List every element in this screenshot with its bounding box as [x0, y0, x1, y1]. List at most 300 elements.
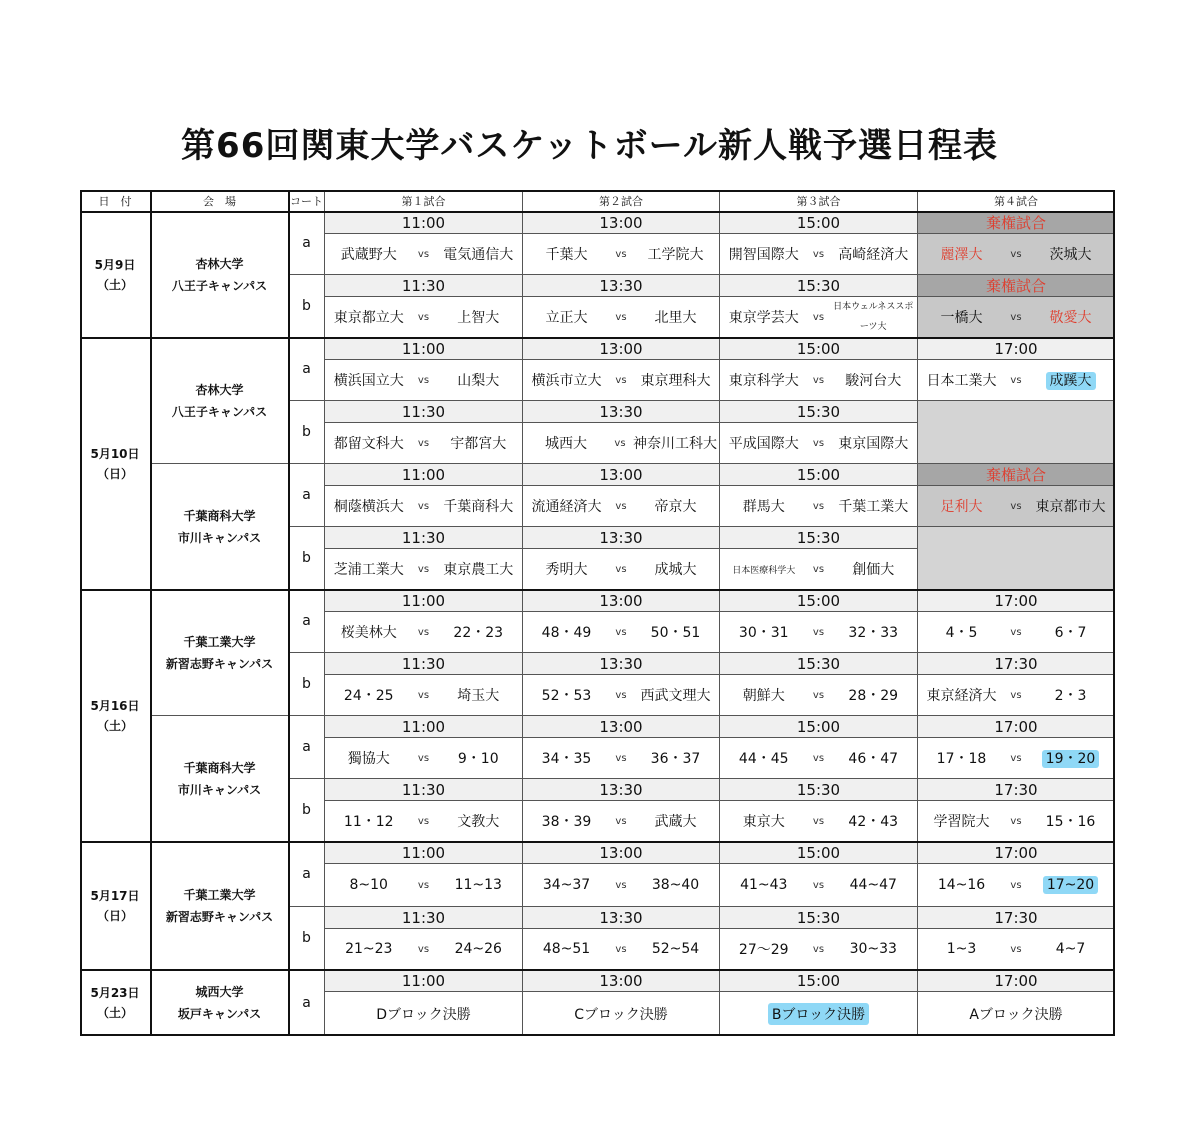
team-away-name: 17~20: [1043, 876, 1098, 894]
team-away: [437, 877, 521, 893]
team-home: 14~16: [937, 877, 986, 893]
final-match: [523, 992, 720, 1036]
team-away: [437, 748, 521, 768]
team-away: [832, 877, 916, 893]
match-cell: [720, 801, 918, 842]
vs-label: vs: [417, 500, 430, 512]
team-away: [437, 370, 521, 390]
team-away: [634, 941, 717, 957]
vs-label: vs: [812, 752, 825, 764]
date-cell: [80, 338, 151, 590]
time-slot: 17:30: [918, 907, 1115, 929]
team-away: [832, 941, 916, 957]
team-home: 30・31: [738, 625, 789, 641]
match-cell: [720, 486, 918, 527]
team-away-name: 東京農工大: [443, 562, 514, 578]
team-home: 38・39: [541, 814, 592, 830]
team-home: 立正大: [545, 310, 588, 326]
team-away-name: 文教大: [457, 814, 500, 830]
vs-label: vs: [417, 689, 430, 701]
time-slot: 15:00: [720, 338, 918, 360]
team-home: 52・53: [541, 688, 592, 704]
time-slot: 11:00: [325, 842, 523, 864]
team-away: [633, 433, 717, 453]
court-cell: a: [289, 590, 325, 653]
date-cell: [80, 842, 151, 970]
column-divider: [150, 190, 152, 1036]
team-away-name: 上智大: [457, 310, 500, 326]
time-slot: 11:30: [325, 527, 523, 549]
team-home: 平成国際大: [728, 436, 799, 452]
venue-name: 千葉工業大学: [183, 887, 256, 902]
team-away: [1029, 941, 1112, 957]
team-home: 千葉大: [545, 247, 588, 263]
team-home: 41~43: [740, 877, 788, 893]
team-away: [634, 877, 717, 893]
match-cell: [918, 864, 1115, 907]
team-away: [634, 685, 717, 705]
team-away-name: 駿河台大: [845, 373, 902, 389]
team-away: [1029, 622, 1112, 642]
venue-cell: [151, 590, 289, 716]
vs-label: vs: [812, 943, 825, 955]
vs-label: vs: [615, 374, 627, 386]
team-home: 学習院大: [933, 814, 990, 830]
venue-campus: 新習志野キャンパス: [165, 909, 274, 924]
time-slot: 11:30: [325, 779, 523, 801]
team-home: 桜美林大: [340, 625, 397, 641]
team-away: [634, 370, 717, 390]
match-cell: [325, 549, 523, 590]
vs-label: vs: [1010, 943, 1022, 955]
match-cell: [720, 612, 918, 653]
team-away-name: 成蹊大: [1046, 372, 1096, 390]
team-away: [832, 370, 916, 390]
header-date: 日 付: [80, 190, 151, 212]
final-match: [720, 992, 918, 1036]
match-cell: [523, 360, 720, 401]
vs-label: vs: [615, 943, 627, 955]
day-divider: [80, 969, 1115, 971]
team-away-name: 電気通信大: [443, 247, 514, 263]
team-away: [832, 622, 916, 642]
team-home: 足利大: [940, 499, 983, 515]
venue-cell: [151, 970, 289, 1036]
time-slot: 17:00: [918, 970, 1115, 992]
match-cell: [325, 612, 523, 653]
team-away: [1029, 370, 1112, 390]
match-cell: [918, 929, 1115, 970]
team-away-name: 成城大: [654, 562, 697, 578]
time-slot: 15:00: [720, 842, 918, 864]
court-cell: b: [289, 653, 325, 716]
team-home: 麗澤大: [940, 247, 983, 263]
vs-label: vs: [417, 879, 430, 891]
match-cell: [720, 675, 918, 716]
vs-label: vs: [1010, 626, 1022, 638]
time-slot: 13:00: [523, 716, 720, 738]
match-cell: [325, 423, 523, 464]
team-away-name: 22・23: [453, 625, 504, 641]
match-cell: [325, 297, 523, 338]
team-home: 48~51: [542, 941, 591, 957]
header-game-2: 第２試合: [523, 190, 720, 212]
forfeit-label: 棄権試合: [918, 464, 1115, 486]
match-cell: [918, 612, 1115, 653]
venue-name: 城西大学: [195, 984, 244, 999]
header-venue: 会 場: [151, 190, 289, 212]
team-home: 横浜国立大: [333, 373, 404, 389]
final-match: [325, 992, 523, 1036]
vs-label: vs: [812, 689, 825, 701]
header-game-4: 第４試合: [918, 190, 1115, 212]
time-slot: 11:30: [325, 401, 523, 423]
team-away-name: 38~40: [651, 877, 700, 893]
team-away-name: 46・47: [848, 751, 899, 767]
team-away: [437, 433, 521, 453]
team-away-name: 高崎経済大: [838, 247, 909, 263]
team-away: [634, 244, 717, 264]
match-cell: [720, 738, 918, 779]
team-away-name: 日本ウェルネススポーツ大: [833, 302, 914, 332]
court-cell: b: [289, 527, 325, 590]
day-divider: [80, 211, 1115, 213]
team-home: 群馬大: [742, 499, 785, 515]
venue-name: 杏林大学: [195, 382, 244, 397]
time-slot: 15:30: [720, 653, 918, 675]
team-away-name: 東京都市大: [1035, 499, 1106, 515]
final-label: Dブロック決勝: [376, 1006, 471, 1023]
team-away: [437, 941, 521, 957]
match-cell: [720, 423, 918, 464]
team-away: [437, 811, 521, 831]
time-slot: 11:00: [325, 338, 523, 360]
team-home: 東京都立大: [333, 310, 404, 326]
team-home: 東京科学大: [728, 373, 799, 389]
match-cell: [325, 738, 523, 779]
time-slot: 11:30: [325, 653, 523, 675]
team-away-name: 敬愛大: [1049, 310, 1092, 326]
vs-label: vs: [417, 943, 430, 955]
venue-cell: [151, 212, 289, 338]
match-cell: [523, 423, 720, 464]
vs-label: vs: [417, 815, 430, 827]
venue-name: 千葉工業大学: [183, 634, 256, 649]
team-away: [832, 297, 916, 337]
vs-label: vs: [1010, 248, 1022, 260]
time-slot: 11:00: [325, 590, 523, 612]
team-away: [437, 559, 521, 579]
team-away: [437, 496, 521, 516]
venue-cell: [151, 716, 289, 842]
team-away-name: 北里大: [654, 310, 697, 326]
date-label: 5月17日: [90, 888, 140, 903]
team-away-name: 42・43: [848, 814, 899, 830]
vs-label: vs: [812, 815, 825, 827]
vs-label: vs: [417, 437, 430, 449]
venue-name: 千葉商科大学: [183, 760, 256, 775]
match-cell: [720, 360, 918, 401]
match-cell: [523, 486, 720, 527]
match-cell: [720, 234, 918, 275]
team-away-name: 工学院大: [647, 247, 704, 263]
day-divider: [80, 337, 1115, 339]
time-slot: 15:30: [720, 527, 918, 549]
date-cell: [80, 590, 151, 842]
court-cell: a: [289, 212, 325, 275]
team-away: [634, 811, 717, 831]
time-slot: 13:30: [523, 653, 720, 675]
team-away-name: 茨城大: [1049, 247, 1092, 263]
final-label: Bブロック決勝: [768, 1003, 869, 1025]
team-home: 流通経済大: [531, 499, 602, 515]
match-cell: [720, 297, 918, 338]
team-home: 日本医療科学大: [732, 565, 796, 576]
time-slot: 15:30: [720, 907, 918, 929]
team-away-name: 28・29: [848, 688, 899, 704]
empty-slot: [918, 401, 1115, 464]
court-cell: a: [289, 716, 325, 779]
team-away-name: 9・10: [457, 751, 499, 767]
vs-label: vs: [1010, 689, 1022, 701]
team-home: 桐蔭横浜大: [333, 499, 404, 515]
team-home: 東京大: [742, 814, 785, 830]
match-cell: [523, 738, 720, 779]
time-slot: 13:00: [523, 464, 720, 486]
team-away-name: 武蔵大: [654, 814, 697, 830]
team-home: 8~10: [349, 877, 388, 893]
time-slot: 15:30: [720, 401, 918, 423]
vs-label: vs: [417, 311, 430, 323]
team-away-name: 44~47: [849, 877, 897, 893]
team-home: 1~3: [946, 941, 977, 957]
header-court: コート: [289, 190, 325, 212]
team-away-name: 32・33: [848, 625, 899, 641]
team-away: [832, 685, 916, 705]
day-divider: [80, 841, 1115, 843]
match-cell: [918, 360, 1115, 401]
day-label: （土）: [96, 277, 133, 292]
team-away-name: 11~13: [454, 877, 502, 893]
vs-label: vs: [1010, 311, 1022, 323]
team-home: 東京経済大: [926, 688, 997, 704]
team-home: 武蔵野大: [340, 247, 397, 263]
team-away-name: 宇都宮大: [450, 436, 507, 452]
match-cell: [325, 234, 523, 275]
time-slot: 11:00: [325, 464, 523, 486]
venue-campus: 市川キャンパス: [177, 782, 262, 797]
day-label: （日）: [96, 908, 133, 923]
time-slot: 13:00: [523, 338, 720, 360]
match-cell: [325, 486, 523, 527]
match-cell: [918, 675, 1115, 716]
forfeit-label: 棄権試合: [918, 275, 1115, 297]
time-slot: 11:00: [325, 970, 523, 992]
team-away: [634, 307, 717, 327]
time-slot: 13:30: [523, 275, 720, 297]
vs-label: vs: [812, 374, 825, 386]
venue-campus: 八王子キャンパス: [171, 404, 268, 419]
match-cell: [918, 801, 1115, 842]
court-cell: b: [289, 907, 325, 970]
schedule-table: [80, 190, 1115, 1036]
team-away: [1029, 244, 1112, 264]
team-away-name: 15・16: [1045, 814, 1096, 830]
final-match: [918, 992, 1115, 1036]
venue-campus: 坂戸キャンパス: [177, 1006, 262, 1021]
team-away-name: 創価大: [852, 562, 895, 578]
match-cell: [523, 549, 720, 590]
team-away-name: 36・37: [650, 751, 701, 767]
match-cell: [918, 234, 1115, 275]
final-label: Cブロック決勝: [574, 1006, 668, 1023]
match-cell: [523, 801, 720, 842]
date-label: 5月16日: [90, 698, 140, 713]
vs-label: vs: [812, 626, 825, 638]
day-label: （土）: [96, 718, 133, 733]
venue-name: 杏林大学: [195, 256, 244, 271]
team-away: [634, 748, 717, 768]
team-away-name: 6・7: [1054, 625, 1087, 641]
time-slot: 13:30: [523, 401, 720, 423]
team-home: 34~37: [542, 877, 591, 893]
venue-campus: 市川キャンパス: [177, 530, 262, 545]
team-away: [634, 496, 717, 516]
team-away: [437, 244, 521, 264]
team-home: 日本工業大: [926, 373, 997, 389]
team-home: 4・5: [945, 625, 978, 641]
team-home: 芝浦工業大: [333, 562, 404, 578]
vs-label: vs: [812, 437, 825, 449]
date-label: 5月9日: [94, 257, 136, 272]
vs-label: vs: [614, 437, 626, 449]
match-cell: [325, 929, 523, 970]
time-slot: 13:00: [523, 212, 720, 234]
venue-name: 千葉商科大学: [183, 508, 256, 523]
date-cell: [80, 212, 151, 338]
vs-label: vs: [615, 626, 627, 638]
venue-campus: 新習志野キャンパス: [165, 656, 274, 671]
vs-label: vs: [615, 500, 627, 512]
team-away-name: 千葉工業大: [838, 499, 909, 515]
team-home: 都留文科大: [333, 436, 404, 452]
venue-cell: [151, 338, 289, 464]
team-away: [832, 496, 916, 516]
team-home: 44・45: [738, 751, 789, 767]
time-slot: 13:30: [523, 779, 720, 801]
vs-label: vs: [615, 752, 627, 764]
team-home: 17・18: [936, 751, 987, 767]
team-home: 一橋大: [940, 310, 983, 326]
team-away: [1029, 307, 1112, 327]
team-away-name: 30~33: [849, 941, 897, 957]
time-slot: 15:30: [720, 779, 918, 801]
header-game-3: 第３試合: [720, 190, 918, 212]
time-slot: 15:00: [720, 212, 918, 234]
court-cell: b: [289, 275, 325, 338]
team-away-name: 西武文理大: [640, 688, 711, 704]
team-home: 横浜市立大: [531, 373, 602, 389]
match-cell: [523, 929, 720, 970]
vs-label: vs: [812, 248, 825, 260]
time-slot: 17:30: [918, 779, 1115, 801]
column-divider: [288, 190, 290, 1036]
team-away-name: 50・51: [650, 625, 701, 641]
team-away-name: 2・3: [1054, 688, 1087, 704]
team-away: [437, 685, 521, 705]
team-away: [832, 559, 916, 579]
day-label: （土）: [96, 1005, 133, 1020]
time-slot: 17:00: [918, 842, 1115, 864]
vs-label: vs: [417, 626, 430, 638]
team-home: 朝鮮大: [742, 688, 785, 704]
vs-label: vs: [1010, 374, 1022, 386]
team-home: 開智国際大: [728, 247, 799, 263]
match-cell: [523, 297, 720, 338]
day-label: （日）: [96, 466, 133, 481]
vs-label: vs: [417, 248, 430, 260]
match-cell: [325, 864, 523, 907]
team-away: [832, 433, 916, 453]
team-away-name: 24~26: [454, 941, 502, 957]
match-cell: [720, 929, 918, 970]
match-cell: [918, 738, 1115, 779]
team-home: 21~23: [345, 941, 393, 957]
team-away: [634, 622, 717, 642]
team-home: 獨協大: [347, 751, 390, 767]
time-slot: 15:00: [720, 464, 918, 486]
match-cell: [523, 612, 720, 653]
vs-label: vs: [1010, 879, 1022, 891]
time-slot: 13:00: [523, 970, 720, 992]
team-home: 48・49: [541, 625, 592, 641]
vs-label: vs: [615, 563, 627, 575]
team-away-name: 52~54: [651, 941, 700, 957]
team-away: [832, 244, 916, 264]
day-divider: [80, 589, 1115, 591]
venue-cell: [151, 842, 289, 970]
team-home: 秀明大: [545, 562, 588, 578]
time-slot: 11:00: [325, 212, 523, 234]
match-cell: [325, 675, 523, 716]
court-cell: a: [289, 842, 325, 907]
team-away-name: 山梨大: [457, 373, 500, 389]
vs-label: vs: [417, 563, 430, 575]
vs-label: vs: [812, 311, 825, 323]
time-slot: 13:30: [523, 527, 720, 549]
vs-label: vs: [812, 500, 825, 512]
date-cell: [80, 970, 151, 1036]
match-cell: [325, 801, 523, 842]
time-slot: 13:00: [523, 842, 720, 864]
court-cell: a: [289, 464, 325, 527]
team-away: [832, 748, 916, 768]
team-away-name: 東京理科大: [640, 373, 711, 389]
time-slot: 13:00: [523, 590, 720, 612]
vs-label: vs: [615, 311, 627, 323]
vs-label: vs: [417, 374, 430, 386]
match-cell: [918, 486, 1115, 527]
court-cell: b: [289, 401, 325, 464]
match-cell: [523, 234, 720, 275]
time-slot: 15:00: [720, 716, 918, 738]
vs-label: vs: [615, 248, 627, 260]
final-label: Aブロック決勝: [969, 1006, 1063, 1023]
time-slot: 17:00: [918, 590, 1115, 612]
match-cell: [523, 864, 720, 907]
team-away: [1029, 877, 1112, 893]
date-label: 5月23日: [90, 985, 140, 1000]
